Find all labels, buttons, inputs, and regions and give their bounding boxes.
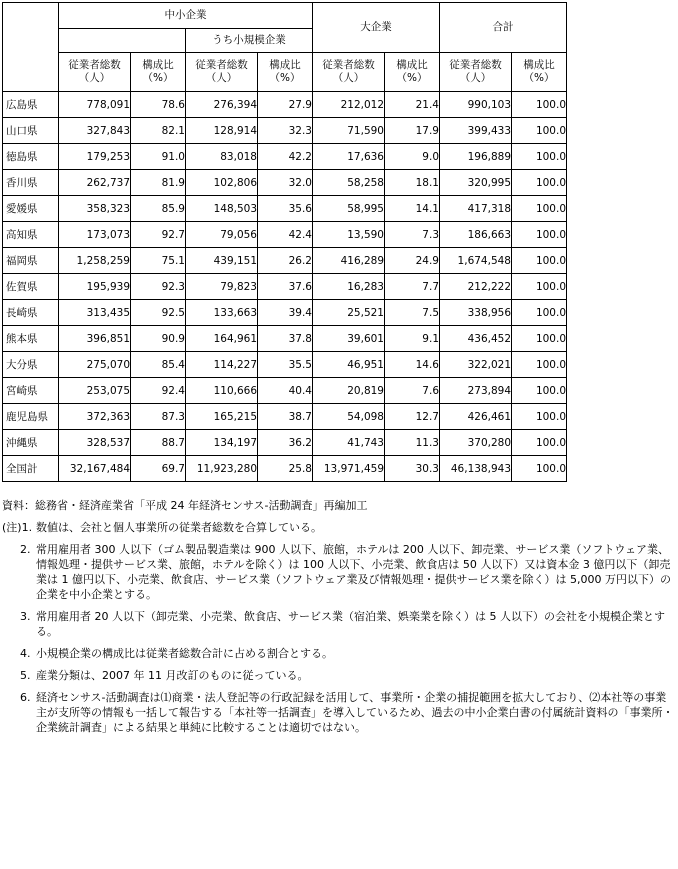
cell-large-emp: 416,289 <box>313 248 385 274</box>
header-ratio: 構成比 （%） <box>385 53 440 92</box>
cell-total-emp: 417,318 <box>440 196 512 222</box>
table-row <box>3 430 567 456</box>
cell-large-emp: 20,819 <box>313 378 385 404</box>
cell-large-emp: 54,098 <box>313 404 385 430</box>
cell-total-emp: 1,674,548 <box>440 248 512 274</box>
cell-large-ratio: 14.6 <box>385 352 440 378</box>
cell-pref: 長崎県 <box>3 300 59 326</box>
note-number: 2. <box>20 543 31 556</box>
cell-small-ratio: 35.6 <box>258 196 313 222</box>
cell-large-emp: 58,995 <box>313 196 385 222</box>
cell-large-ratio: 7.3 <box>385 222 440 248</box>
cell-small-emp: 148,503 <box>186 196 258 222</box>
cell-small-emp: 439,151 <box>186 248 258 274</box>
table-row <box>3 118 567 144</box>
cell-total-ratio: 100.0 <box>512 144 567 170</box>
cell-small-emp: 128,914 <box>186 118 258 144</box>
cell-small-emp: 114,227 <box>186 352 258 378</box>
cell-large-emp: 71,590 <box>313 118 385 144</box>
cell-large-ratio: 9.0 <box>385 144 440 170</box>
table-row <box>3 274 567 300</box>
cell-sme-ratio: 88.7 <box>131 430 186 456</box>
header-total: 合計 <box>440 3 567 53</box>
cell-total-emp: 196,889 <box>440 144 512 170</box>
cell-small-ratio: 36.2 <box>258 430 313 456</box>
cell-small-emp: 79,823 <box>186 274 258 300</box>
cell-sme-ratio: 75.1 <box>131 248 186 274</box>
table-row <box>3 248 567 274</box>
cell-total-emp: 436,452 <box>440 326 512 352</box>
header-ratio: 構成比 （%） <box>131 53 186 92</box>
header-employees: 従業者総数 （人） <box>313 53 385 92</box>
cell-total-emp: 212,222 <box>440 274 512 300</box>
cell-sme-emp: 327,843 <box>59 118 131 144</box>
cell-total-ratio: 100.0 <box>512 248 567 274</box>
cell-small-ratio: 37.6 <box>258 274 313 300</box>
cell-sme-emp: 372,363 <box>59 404 131 430</box>
cell-sme-ratio: 87.3 <box>131 404 186 430</box>
cell-sme-emp: 1,258,259 <box>59 248 131 274</box>
cell-large-ratio: 12.7 <box>385 404 440 430</box>
cell-small-ratio: 25.8 <box>258 456 313 482</box>
cell-large-ratio: 14.1 <box>385 196 440 222</box>
cell-small-emp: 165,215 <box>186 404 258 430</box>
cell-total-emp: 186,663 <box>440 222 512 248</box>
note-text: 常用雇用者 300 人以下（ゴム製品製造業は 900 人以下、旅館，ホテルは 200 人以下、卸売業、サービス業（ソフトウェア業、情報処理・提供サービス業、旅館，ホテルを除く）は 100 人以下、小売業、飲食店は 50 人以下）又は資本金 3 億円以下（卸売業は 1 億円以下、小売業、飲食店、サービス業（ソフトウェア業及び情報処理・提供サービス業を除く）は 5,000 万円以下）の企業を中小企業とする。 <box>36 543 672 601</box>
cell-small-emp: 83,018 <box>186 144 258 170</box>
cell-large-emp: 13,590 <box>313 222 385 248</box>
cell-sme-ratio: 90.9 <box>131 326 186 352</box>
notes-section <box>2 498 676 742</box>
table-row <box>3 352 567 378</box>
note-number: 3. <box>20 610 31 623</box>
cell-large-ratio: 7.6 <box>385 378 440 404</box>
cell-large-ratio: 11.3 <box>385 430 440 456</box>
cell-total-emp: 273,894 <box>440 378 512 404</box>
cell-pref: 福岡県 <box>3 248 59 274</box>
note-list <box>2 520 676 735</box>
cell-total-ratio: 100.0 <box>512 274 567 300</box>
cell-small-emp: 102,806 <box>186 170 258 196</box>
cell-sme-ratio: 82.1 <box>131 118 186 144</box>
cell-small-ratio: 39.4 <box>258 300 313 326</box>
cell-total-ratio: 100.0 <box>512 326 567 352</box>
cell-large-emp: 46,951 <box>313 352 385 378</box>
cell-total-emp: 338,956 <box>440 300 512 326</box>
cell-small-ratio: 38.7 <box>258 404 313 430</box>
note-text: 小規模企業の構成比は従業者総数合計に占める割合とする。 <box>36 647 333 660</box>
cell-small-ratio: 42.2 <box>258 144 313 170</box>
note-item <box>2 690 676 735</box>
employment-table <box>2 2 567 482</box>
note-number: 5. <box>20 669 31 682</box>
table-row <box>3 222 567 248</box>
cell-sme-ratio: 92.3 <box>131 274 186 300</box>
table-row <box>3 196 567 222</box>
cell-sme-emp: 179,253 <box>59 144 131 170</box>
cell-pref: 香川県 <box>3 170 59 196</box>
cell-total-emp: 46,138,943 <box>440 456 512 482</box>
cell-small-emp: 11,923,280 <box>186 456 258 482</box>
cell-small-emp: 79,056 <box>186 222 258 248</box>
table-row <box>3 300 567 326</box>
corner-cell <box>3 3 59 92</box>
cell-total-emp: 426,461 <box>440 404 512 430</box>
cell-small-emp: 134,197 <box>186 430 258 456</box>
table-row <box>3 378 567 404</box>
cell-sme-emp: 328,537 <box>59 430 131 456</box>
cell-sme-emp: 778,091 <box>59 92 131 118</box>
cell-large-emp: 13,971,459 <box>313 456 385 482</box>
cell-small-ratio: 35.5 <box>258 352 313 378</box>
cell-sme-emp: 396,851 <box>59 326 131 352</box>
table-row <box>3 144 567 170</box>
cell-pref: 徳島県 <box>3 144 59 170</box>
cell-sme-emp: 195,939 <box>59 274 131 300</box>
cell-small-ratio: 32.0 <box>258 170 313 196</box>
note-text: 常用雇用者 20 人以下（卸売業、小売業、飲食店、サービス業（宿泊業、娯楽業を除く）は 5 人以下）の会社を小規模企業とする。 <box>36 610 665 638</box>
cell-pref: 宮崎県 <box>3 378 59 404</box>
table-body <box>3 92 567 482</box>
cell-small-emp: 133,663 <box>186 300 258 326</box>
cell-large-ratio: 24.9 <box>385 248 440 274</box>
cell-small-emp: 110,666 <box>186 378 258 404</box>
cell-pref: 大分県 <box>3 352 59 378</box>
cell-sme-emp: 253,075 <box>59 378 131 404</box>
cell-large-emp: 25,521 <box>313 300 385 326</box>
note-item <box>2 542 676 602</box>
note-text: 産業分類は、2007 年 11 月改訂のものに従っている。 <box>36 669 309 682</box>
cell-sme-ratio: 81.9 <box>131 170 186 196</box>
cell-total-ratio: 100.0 <box>512 92 567 118</box>
cell-small-emp: 276,394 <box>186 92 258 118</box>
header-ratio: 構成比 （%） <box>512 53 567 92</box>
cell-total-ratio: 100.0 <box>512 300 567 326</box>
table-row <box>3 404 567 430</box>
header-large: 大企業 <box>313 3 440 53</box>
cell-total-emp: 370,280 <box>440 430 512 456</box>
cell-total-ratio: 100.0 <box>512 118 567 144</box>
cell-large-emp: 212,012 <box>313 92 385 118</box>
cell-total-emp: 399,433 <box>440 118 512 144</box>
header-sme: 中小企業 <box>59 3 313 29</box>
cell-large-ratio: 30.3 <box>385 456 440 482</box>
cell-total-ratio: 100.0 <box>512 378 567 404</box>
note-item <box>2 646 676 661</box>
cell-large-ratio: 17.9 <box>385 118 440 144</box>
cell-pref: 愛媛県 <box>3 196 59 222</box>
cell-total-ratio: 100.0 <box>512 196 567 222</box>
cell-pref: 熊本県 <box>3 326 59 352</box>
cell-pref: 高知県 <box>3 222 59 248</box>
cell-large-emp: 17,636 <box>313 144 385 170</box>
table-row <box>3 326 567 352</box>
cell-pref: 佐賀県 <box>3 274 59 300</box>
cell-large-ratio: 18.1 <box>385 170 440 196</box>
cell-total-ratio: 100.0 <box>512 456 567 482</box>
cell-sme-ratio: 92.7 <box>131 222 186 248</box>
note-item <box>2 520 676 535</box>
cell-pref: 沖縄県 <box>3 430 59 456</box>
cell-sme-ratio: 85.9 <box>131 196 186 222</box>
cell-total-ratio: 100.0 <box>512 352 567 378</box>
note-number: 6. <box>20 691 31 704</box>
cell-sme-emp: 313,435 <box>59 300 131 326</box>
header-employees: 従業者総数 （人） <box>186 53 258 92</box>
cell-sme-emp: 358,323 <box>59 196 131 222</box>
cell-large-emp: 58,258 <box>313 170 385 196</box>
cell-total-ratio: 100.0 <box>512 430 567 456</box>
cell-sme-ratio: 92.4 <box>131 378 186 404</box>
cell-small-ratio: 27.9 <box>258 92 313 118</box>
cell-sme-emp: 173,073 <box>59 222 131 248</box>
note-item <box>2 668 676 683</box>
cell-large-ratio: 9.1 <box>385 326 440 352</box>
cell-total-emp: 322,021 <box>440 352 512 378</box>
note-item <box>2 609 676 639</box>
cell-sme-emp: 32,167,484 <box>59 456 131 482</box>
note-text: 経済センサス-活動調査は⑴商業・法人登記等の行政記録を活用して、事業所・企業の捕捉範囲を拡大しており、⑵本社等の事業主が支所等の情報も一括して報告する「本社等一括調査」を導入しているため、過去の中小企業白書の付属統計資料の「事業所・企業統計調査」による結果と単純に比較することは適切ではない。 <box>36 691 674 734</box>
header-ratio: 構成比 （%） <box>258 53 313 92</box>
header-employees: 従業者総数 （人） <box>440 53 512 92</box>
cell-pref: 全国計 <box>3 456 59 482</box>
cell-small-ratio: 32.3 <box>258 118 313 144</box>
note-text: 数値は、会社と個人事業所の従業者総数を合算している。 <box>36 521 322 534</box>
table-row <box>3 170 567 196</box>
cell-total-emp: 320,995 <box>440 170 512 196</box>
cell-total-ratio: 100.0 <box>512 170 567 196</box>
cell-large-ratio: 7.5 <box>385 300 440 326</box>
cell-small-ratio: 26.2 <box>258 248 313 274</box>
cell-large-emp: 41,743 <box>313 430 385 456</box>
note-number: 4. <box>20 647 31 660</box>
header-sme-blank <box>59 29 186 53</box>
cell-sme-ratio: 85.4 <box>131 352 186 378</box>
cell-sme-emp: 262,737 <box>59 170 131 196</box>
table-row <box>3 92 567 118</box>
cell-small-emp: 164,961 <box>186 326 258 352</box>
cell-small-ratio: 40.4 <box>258 378 313 404</box>
cell-sme-ratio: 69.7 <box>131 456 186 482</box>
cell-pref: 広島県 <box>3 92 59 118</box>
cell-sme-emp: 275,070 <box>59 352 131 378</box>
cell-small-ratio: 42.4 <box>258 222 313 248</box>
cell-total-emp: 990,103 <box>440 92 512 118</box>
cell-pref: 鹿児島県 <box>3 404 59 430</box>
cell-large-emp: 39,601 <box>313 326 385 352</box>
cell-total-ratio: 100.0 <box>512 404 567 430</box>
cell-large-ratio: 7.7 <box>385 274 440 300</box>
cell-large-ratio: 21.4 <box>385 92 440 118</box>
header-employees: 従業者総数 （人） <box>59 53 131 92</box>
table-row <box>3 456 567 482</box>
cell-small-ratio: 37.8 <box>258 326 313 352</box>
header-small: うち小規模企業 <box>186 29 313 53</box>
cell-pref: 山口県 <box>3 118 59 144</box>
cell-sme-ratio: 91.0 <box>131 144 186 170</box>
source-note: 資料：総務省・経済産業省「平成 24 年経済センサス-活動調査」再編加工 <box>2 499 368 512</box>
cell-large-emp: 16,283 <box>313 274 385 300</box>
cell-sme-ratio: 78.6 <box>131 92 186 118</box>
cell-total-ratio: 100.0 <box>512 222 567 248</box>
note-number: (注)1. <box>2 521 33 534</box>
cell-sme-ratio: 92.5 <box>131 300 186 326</box>
